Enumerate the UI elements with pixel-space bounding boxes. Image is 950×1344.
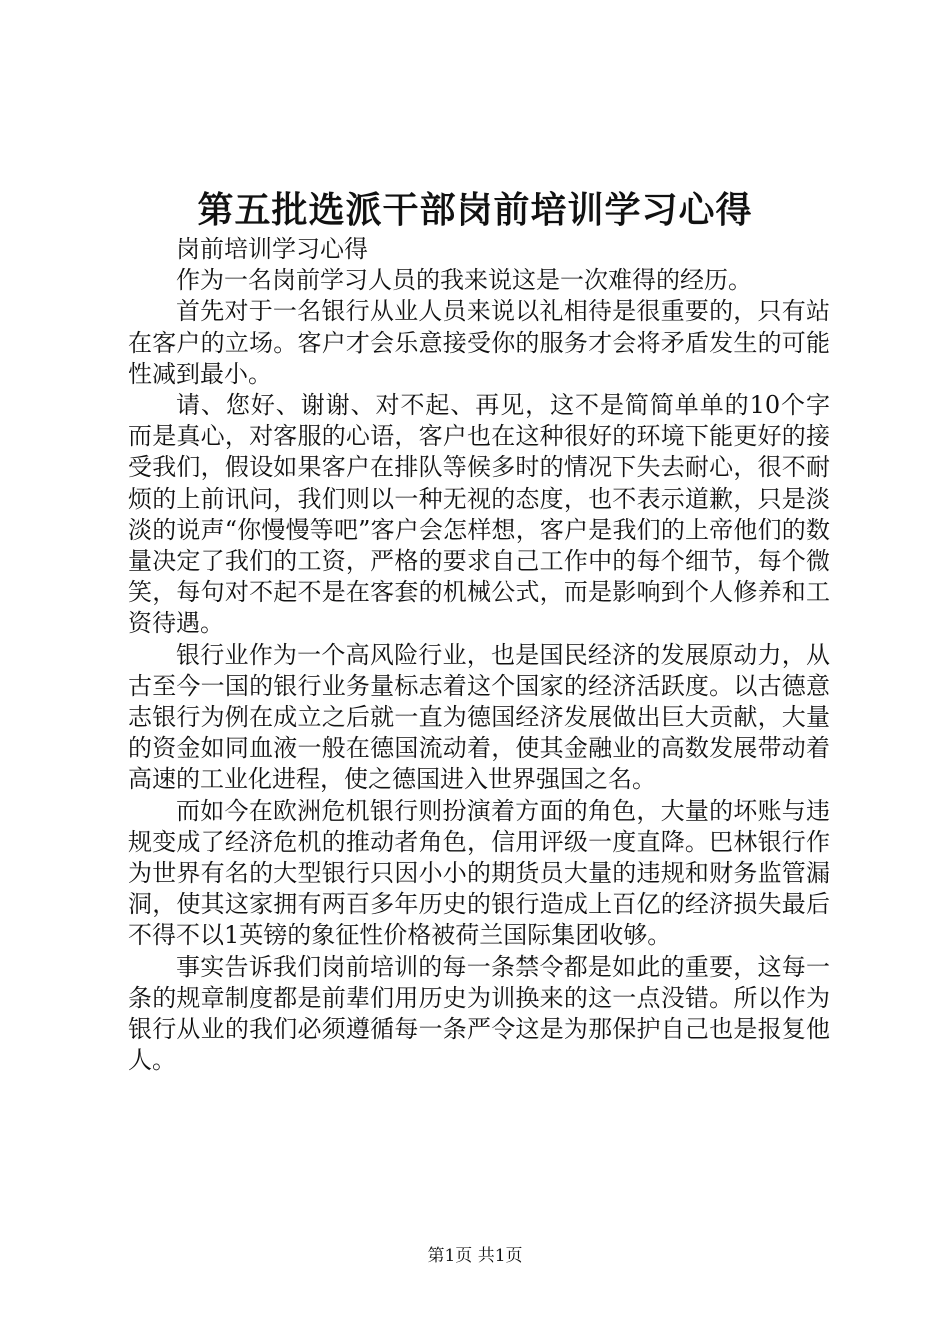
- paragraph: 岗前培训学习心得: [176, 235, 368, 263]
- paragraph: 作为一名岗前学习人员的我来说这是一次难得的经历。: [176, 266, 752, 295]
- paragraph: 银行业作为一个高风险行业，也是国民经济的发展原动力，从古至今一国的银行业务量标志着这个国家的经济活跃度。以古德意志银行为例在成立之后就一直为德国经济发展做出巨大贡献，大量的资金如同血液一般在德国流动着，使其金融业的高数发展带动着高速的工业化进程，使之德国进入世界强国之名。: [128, 640, 830, 794]
- paragraph: 而如今在欧洲危机银行则扮演着方面的角色，大量的坏账与违规变成了经济危机的推动者角色，信用评级一度直降。巴林银行作为世界有名的大型银行只因小小的期货员大量的违规和财务监管漏洞，使其这家拥有两百多年历史的银行造成上百亿的经济损失最后不得不以1英镑的象征性价格被荷兰国际集团收够。: [128, 796, 830, 950]
- paragraph: 事实告诉我们岗前培训的每一条禁令都是如此的重要，这每一条的规章制度都是前辈们用历史为训换来的这一点没错。所以作为银行从业的我们必须遵循每一条严令这是为那保护自己也是报复他人。: [128, 952, 830, 1075]
- document-title: 第五批选派干部岗前培训学习心得: [197, 189, 753, 231]
- paragraph: 首先对于一名银行从业人员来说以礼相待是很重要的，只有站在客户的立场。客户才会乐意接受你的服务才会将矛盾发生的可能性减到最小。: [128, 297, 830, 388]
- page-number-footer: 第1页 共1页: [427, 1246, 523, 1266]
- paragraph: 请、您好、谢谢、对不起、再见，这不是简简单单的10个字而是真心，对客服的心语，客户也在这种很好的环境下能更好的接受我们，假设如果客户在排队等候多时的情况下失去耐心，很不耐烦的上前讯问，我们则以一种无视的态度，也不表示道歉，只是淡淡的说声“你慢慢等吧”客户会怎样想，客户是我们的上帝他们的数量决定了我们的工资，严格的要求自己工作中的每个细节，每个微笑，每句对不起不是在客套的机械公式，而是影响到个人修养和工资待遇。: [128, 391, 830, 638]
- document-body: [128, 234, 830, 1076]
